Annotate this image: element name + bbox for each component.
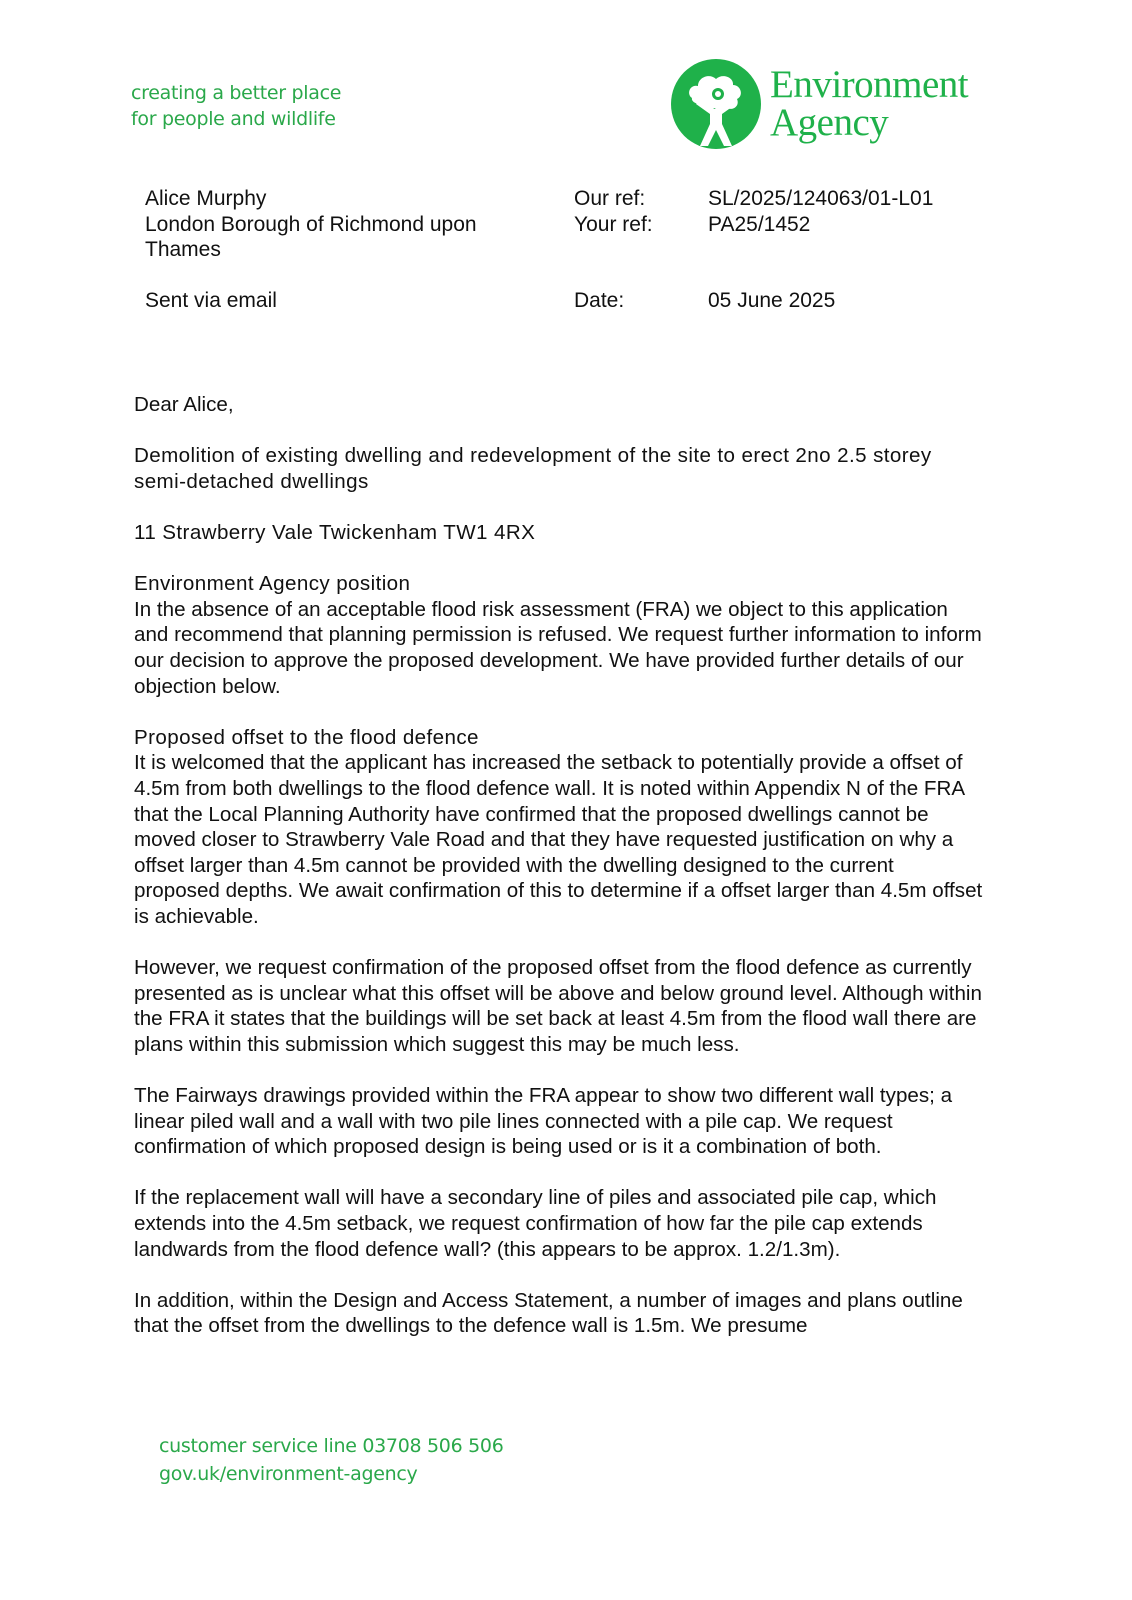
tagline bbox=[131, 80, 341, 132]
recipient-name: Alice Murphy bbox=[145, 187, 267, 210]
our-ref-label: Our ref: bbox=[574, 187, 646, 210]
recipient-organisation: London Borough of Richmond upon Thames bbox=[145, 212, 477, 261]
heading-offset: Proposed offset to the flood defence bbox=[134, 725, 479, 749]
paragraph: However, we request confirmation of the proposed offset from the flood defence as currently presented as is unclear what this offset will be above and below ground level. Although within the FRA it states that the buildings will be set back at least 4.5m from the flood wall there are plans within this submission which suggest this may be much less. bbox=[134, 956, 982, 1056]
environment-agency-logo bbox=[670, 58, 968, 150]
paragraph: If the replacement wall will have a secondary line of piles and associated pile cap, which extends into the 4.5m setback, we request confirmation of how far the pile cap extends landwards from the flood defence wall? (this appears to be approx. 1.2/1.3m). bbox=[134, 1186, 937, 1261]
paragraph: In addition, within the Design and Access Statement, a number of images and plans outline that the offset from the dwellings to the defence wall is 1.5m. We presume bbox=[134, 1288, 963, 1338]
letter-body bbox=[134, 392, 984, 1365]
subject: Demolition of existing dwelling and redevelopment of the site to erect 2no 2.5 storey semi-detached dwellings bbox=[134, 444, 932, 493]
date-value: 05 June 2025 bbox=[708, 289, 836, 312]
logo-line1: Environment bbox=[770, 63, 969, 106]
paragraph: The Fairways drawings provided within the FRA appear to show two different wall types; a linear piled wall and a wall with two pile lines connected with a pile cap. We request confirmation of which proposed design is being used or is it a combination of both. bbox=[134, 1084, 953, 1159]
date-row bbox=[574, 289, 835, 313]
paragraph: In the absence of an acceptable flood risk assessment (FRA) we object to this application and recommend that planning permission is refused. We request further information to inform our decision to approve the proposed development. We have provided further details of our objection below. bbox=[134, 597, 982, 698]
heading-position: Environment Agency position bbox=[134, 572, 411, 596]
tagline-line1: creating a better place bbox=[131, 82, 342, 104]
recipient-address bbox=[145, 186, 525, 263]
site-address: 11 Strawberry Vale Twickenham TW1 4RX bbox=[134, 520, 536, 544]
delivery-method: Sent via email bbox=[145, 289, 277, 312]
footer-web: gov.uk/environment-agency bbox=[159, 1463, 418, 1485]
your-ref-value: PA25/1452 bbox=[708, 212, 811, 236]
tagline-line2: for people and wildlife bbox=[131, 108, 336, 130]
tree-person-logo-icon bbox=[670, 58, 762, 150]
salutation: Dear Alice, bbox=[134, 393, 234, 416]
logo-line2: Agency bbox=[770, 101, 889, 144]
date-label: Date: bbox=[574, 289, 625, 312]
footer-phone: customer service line 03708 506 506 bbox=[159, 1435, 504, 1457]
paragraph: It is welcomed that the applicant has increased the setback to potentially provide a offset of 4.5m from both dwellings to the flood defence wall. It is noted within Appendix N of the FRA that the Local Planning Authority have confirmed that the proposed dwellings cannot be moved closer to Strawberry Vale Road and that they have requested justification on why a offset larger than 4.5m cannot be provided with the dwelling designed to the current proposed depths. We await confirmation of this to determine if a offset larger than 4.5m offset is achievable. bbox=[134, 751, 983, 928]
our-ref-value: SL/2025/124063/01-L01 bbox=[708, 187, 934, 210]
reference-block bbox=[574, 186, 933, 237]
footer bbox=[159, 1432, 504, 1488]
your-ref-label: Your ref: bbox=[574, 212, 653, 236]
